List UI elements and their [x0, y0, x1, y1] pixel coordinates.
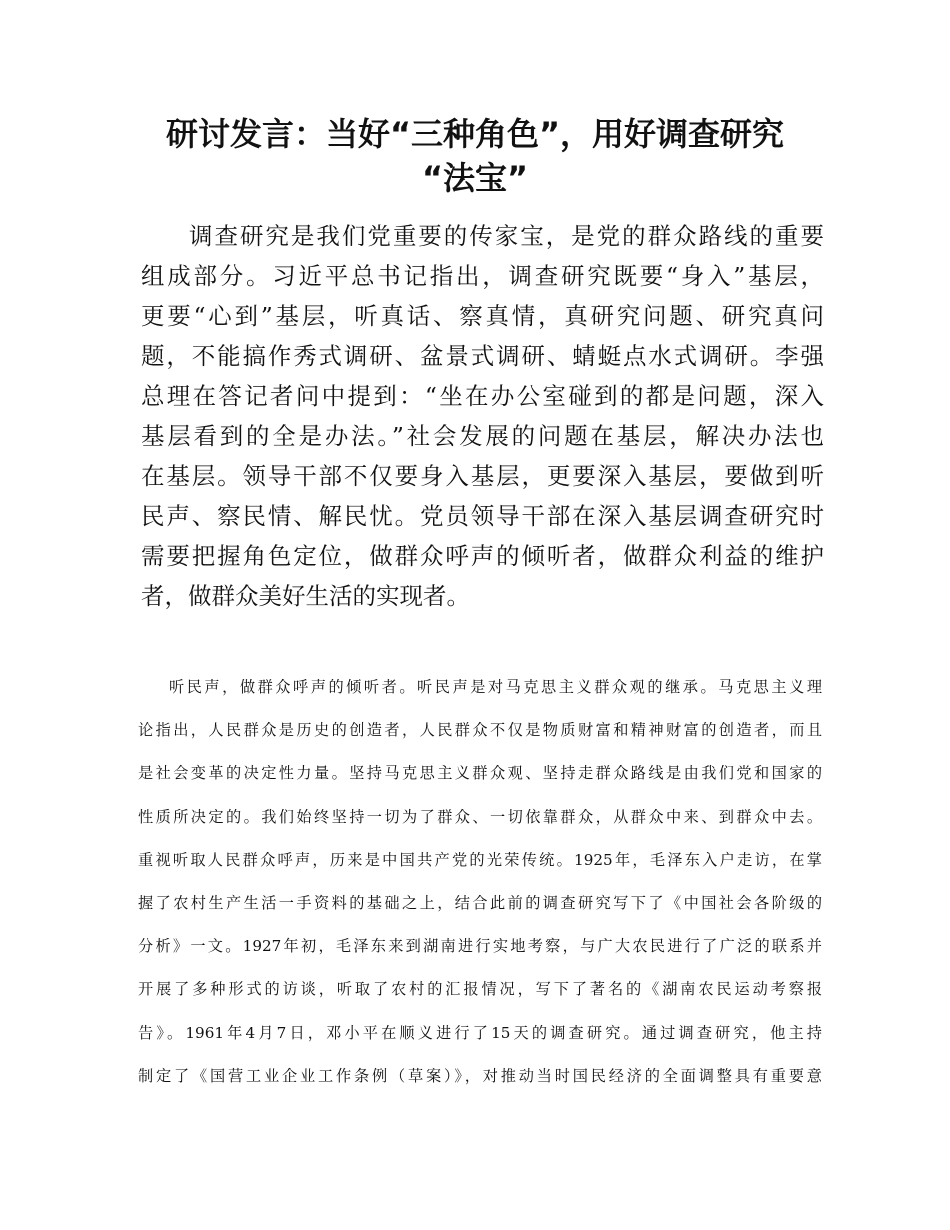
title-line: 研讨发言：当好“三种角色”，用好调查研究	[165, 115, 785, 153]
intro-paragraph	[141, 216, 824, 616]
text-line: 更要“心到”基层，听真话、察真情，真研究问题、研究真问	[141, 302, 824, 330]
text-line: 总理在答记者问中提到：“坐在办公室碰到的都是问题，深入	[141, 382, 824, 410]
text-line: 题，不能搞作秀式调研、盆景式调研、蜻蜓点水式调研。李强	[141, 342, 824, 370]
text-line: 调查研究是我们党重要的传家宝，是党的群众路线的重要	[189, 222, 824, 250]
text-line: 重视听取人民群众呼声，历来是中国共产党的光荣传统。1925年，毛泽东入户走访，在掌	[138, 850, 822, 869]
text-line: 论指出，人民群众是历史的创造者，人民群众不仅是物质财富和精神财富的创造者，而且	[138, 721, 822, 740]
text-line: 开展了多种形式的访谈，听取了农村的汇报情况，写下了著名的《湖南农民运动考察报	[138, 980, 822, 999]
text-line: 听民声，做群众呼声的倾听者。听民声是对马克思主义群众观的继承。马克思主义理	[169, 678, 822, 696]
text-line: 告》。1961年4月7日，邓小平在顺义进行了15天的调查研究。通过调查研究，他主持	[138, 1023, 822, 1042]
text-line: 性质所决定的。我们始终坚持一切为了群众、一切依靠群众，从群众中来、到群众中去。	[138, 807, 822, 826]
text-line: 制定了《国营工业企业工作条例（草案）》，对推动当时国民经济的全面调整具有重要意	[138, 1066, 822, 1085]
text-line: 需要把握角色定位，做群众呼声的倾听者，做群众利益的维护	[141, 542, 824, 570]
document-title	[130, 112, 820, 200]
text-line: 是社会变革的决定性力量。坚持马克思主义群众观、坚持走群众路线是由我们党和国家的	[138, 764, 822, 783]
text-line: 基层看到的全是办法。”社会发展的问题在基层，解决办法也	[141, 422, 824, 450]
text-line: 民声、察民情、解民忧。党员领导干部在深入基层调查研究时	[141, 502, 824, 530]
text-line: 分析》一文。1927年初，毛泽东来到湖南进行实地考察，与广大农民进行了广泛的联系并	[138, 937, 822, 956]
text-line: 组成部分。习近平总书记指出，调查研究既要“身入”基层，	[141, 262, 824, 290]
body-paragraph	[138, 666, 822, 1098]
text-line: 握了农村生产生活一手资料的基础之上，结合此前的调查研究写下了《中国社会各阶级的	[138, 893, 822, 912]
text-line: 者，做群众美好生活的实现者。	[141, 582, 470, 610]
text-line: 在基层。领导干部不仅要身入基层，更要深入基层，要做到听	[141, 462, 824, 490]
title-line: “法宝”	[421, 159, 529, 197]
